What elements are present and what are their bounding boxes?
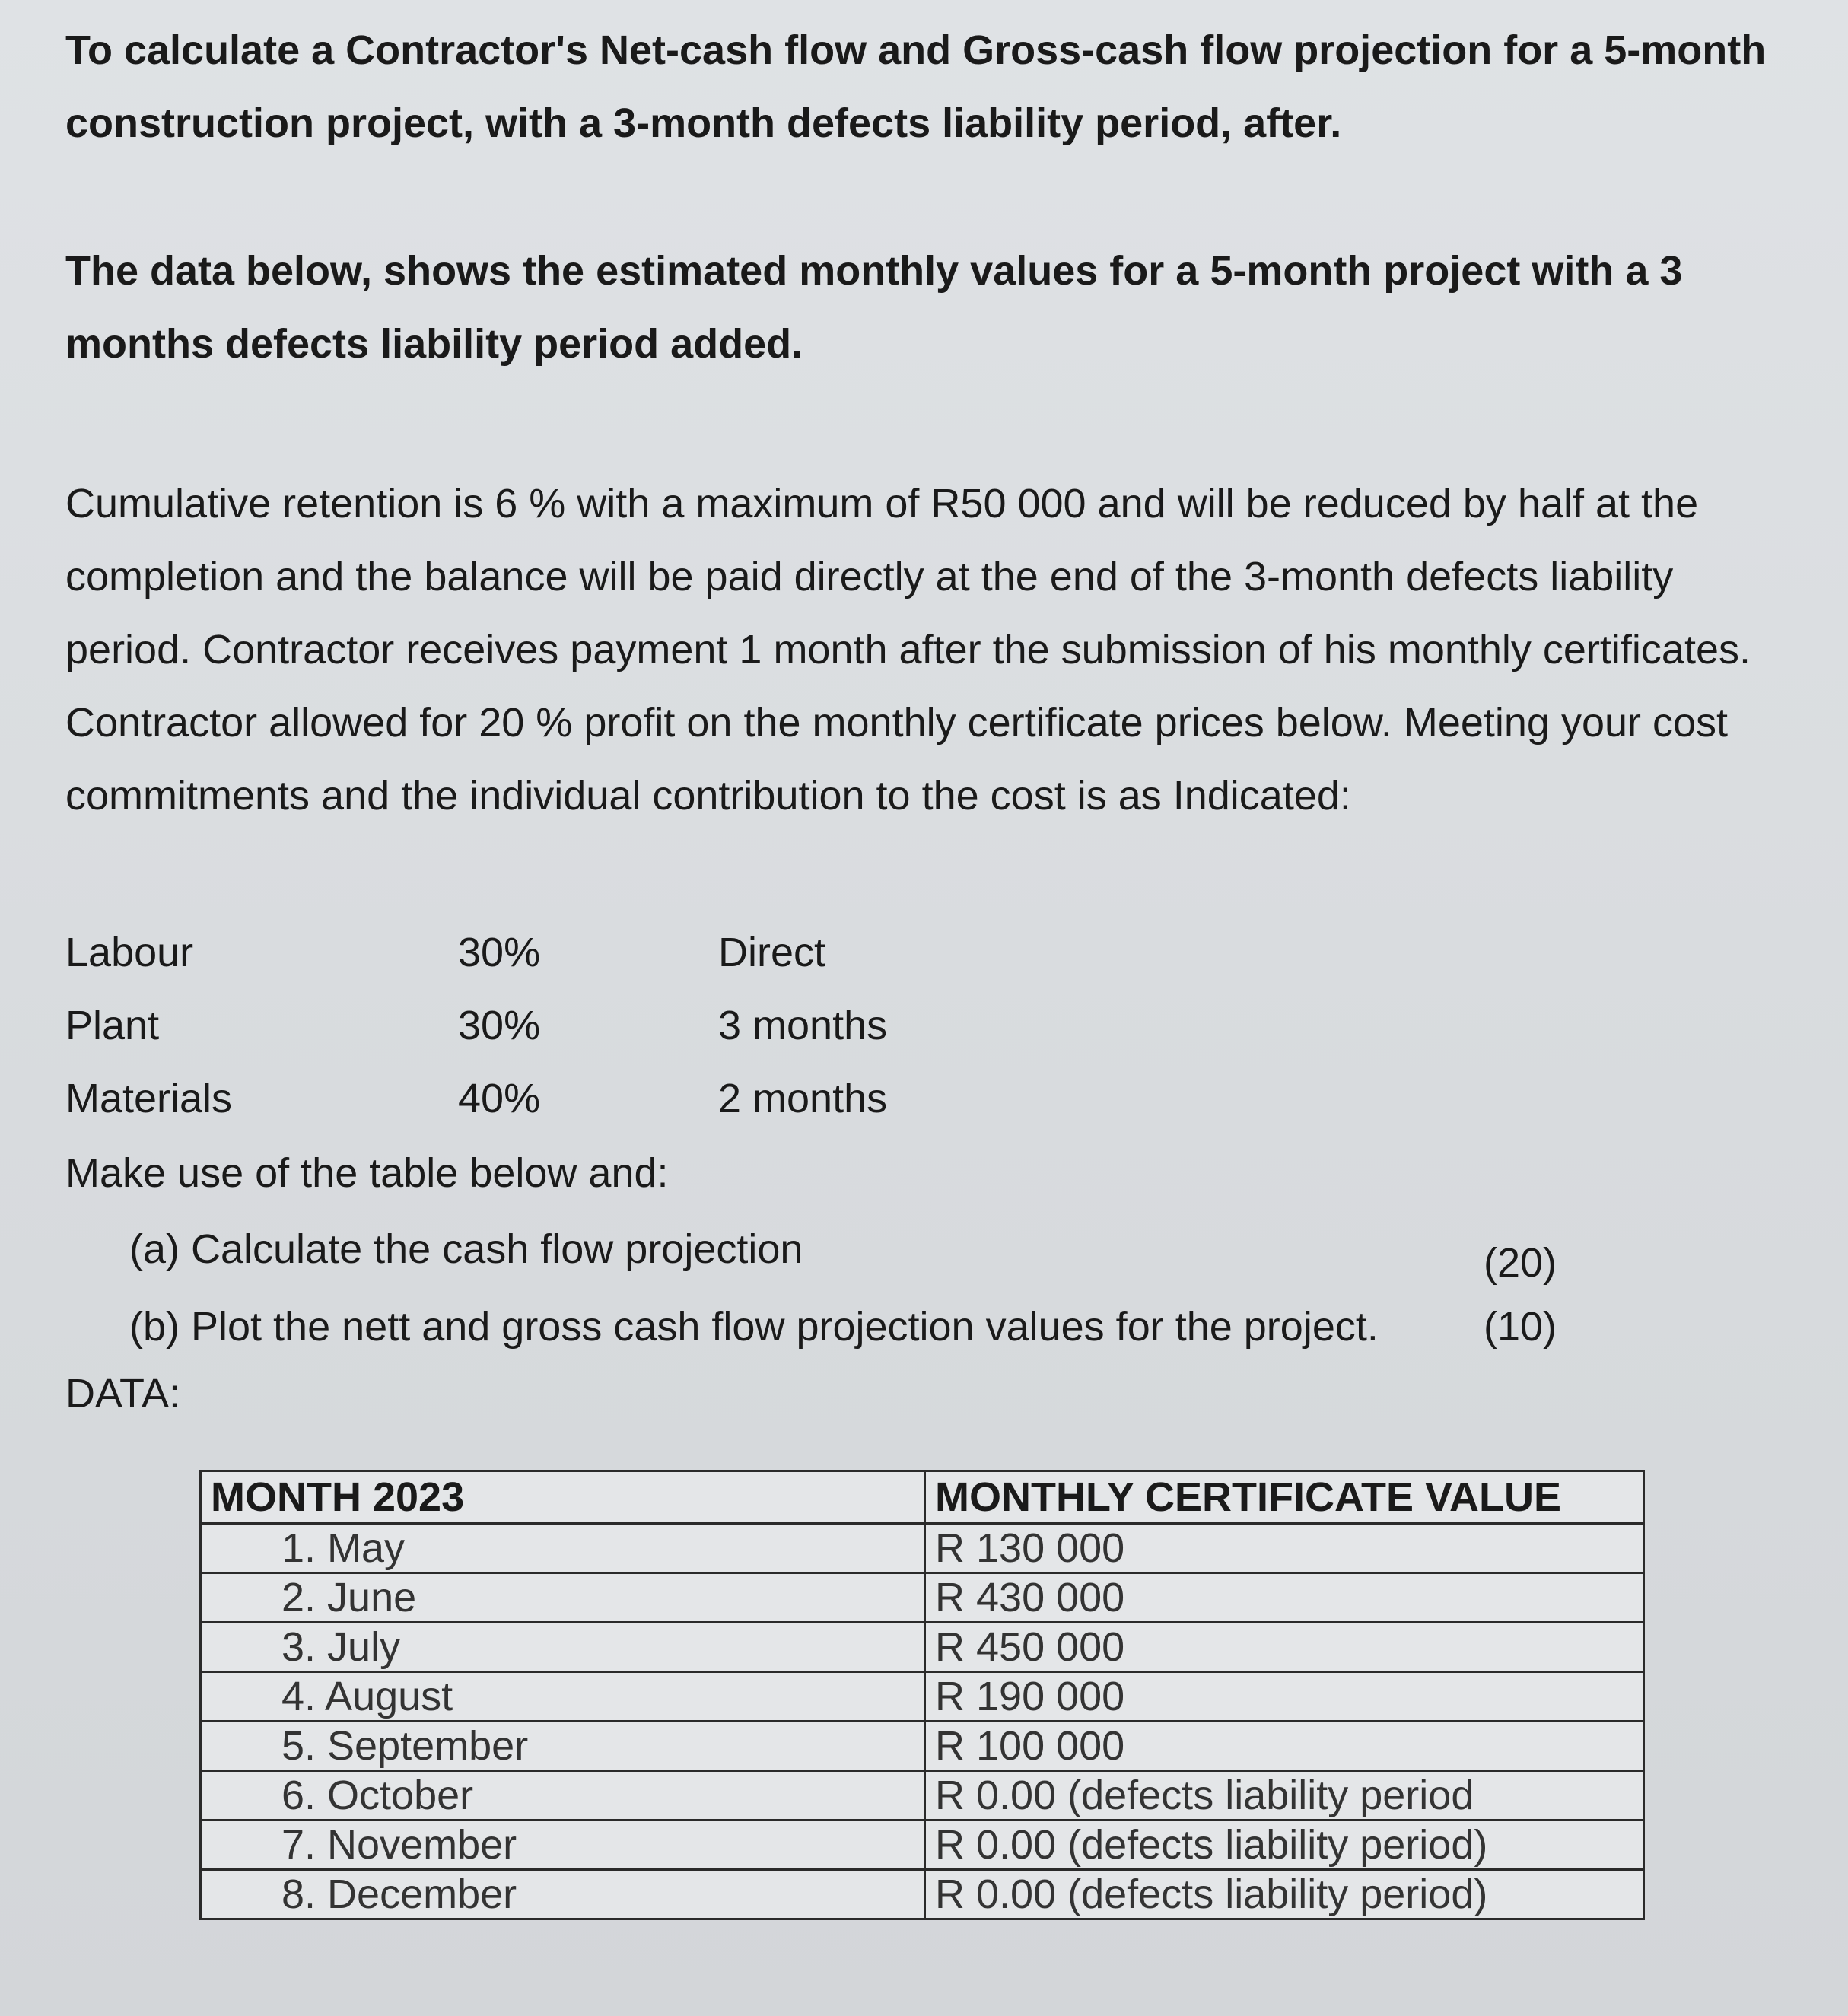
month-cell: 5. September <box>201 1722 925 1771</box>
table-row <box>201 1820 1644 1870</box>
data-label: DATA: <box>65 1371 181 1417</box>
value-cell: R 100 000 <box>925 1722 1644 1771</box>
month-cell: 7. November <box>201 1820 925 1870</box>
task-a-text: (a) Calculate the cash flow projection <box>129 1226 803 1272</box>
instruction-text: Make use of the table below and: <box>65 1150 669 1196</box>
cost-percent: 40% <box>458 1076 541 1121</box>
month-cell: 6. October <box>201 1771 925 1820</box>
cost-timing: 2 months <box>718 1076 888 1121</box>
value-cell: R 190 000 <box>925 1672 1644 1722</box>
cost-timing: 3 months <box>718 1003 888 1048</box>
certificate-table <box>199 1470 1645 1920</box>
value-cell: R 0.00 (defects liability period <box>925 1771 1644 1820</box>
intro-data-note: The data below, shows the estimated monthly values for a 5-month project with a 3 months defects liability period added. <box>65 248 1683 367</box>
retention-paragraph: Cumulative retention is 6 % with a maximum of R50 000 and will be reduced by half at the completion and the balance will be paid directly at the end of the 3-month defects liability period. Contractor receives payment 1 month after the submission of his monthly certificates. Contractor allowed for 20 % profit on the monthly certificate prices below. Meeting your cost commitments and the individual contribution to the cost is as Indicated: <box>65 481 1751 819</box>
cost-percent: 30% <box>458 1003 541 1048</box>
value-cell: R 430 000 <box>925 1573 1644 1623</box>
month-cell: 2. June <box>201 1573 925 1623</box>
month-cell: 3. July <box>201 1623 925 1672</box>
table-header-row <box>201 1471 1644 1524</box>
month-cell: 1. May <box>201 1524 925 1573</box>
table-row <box>201 1771 1644 1820</box>
table-row <box>201 1870 1644 1919</box>
task-a-marks: (20) <box>1484 1240 1557 1286</box>
table-row <box>201 1623 1644 1672</box>
value-cell: R 130 000 <box>925 1524 1644 1573</box>
value-cell: R 0.00 (defects liability period) <box>925 1820 1644 1870</box>
month-cell: 8. December <box>201 1870 925 1919</box>
table-row <box>201 1573 1644 1623</box>
month-cell: 4. August <box>201 1672 925 1722</box>
header-month: MONTH 2023 <box>201 1471 925 1524</box>
cost-row-materials <box>65 1062 1054 1135</box>
cost-item: Labour <box>65 930 194 975</box>
header-certificate-value: MONTHLY CERTIFICATE VALUE <box>925 1471 1644 1524</box>
cost-row-plant <box>65 989 1054 1062</box>
table-row <box>201 1524 1644 1573</box>
task-b-text: (b) Plot the nett and gross cash flow projection values for the project. <box>129 1304 1379 1350</box>
task-b-marks: (10) <box>1484 1304 1557 1350</box>
intro-heading: To calculate a Contractor's Net-cash flow and Gross-cash flow projection for a 5-month construction project, with a 3-month defects liability period, after. <box>65 27 1767 146</box>
cost-percent: 30% <box>458 930 541 975</box>
cost-item: Plant <box>65 1003 160 1048</box>
value-cell: R 0.00 (defects liability period) <box>925 1870 1644 1919</box>
cost-row-labour <box>65 916 1054 989</box>
cost-timing: Direct <box>718 930 826 975</box>
cost-item: Materials <box>65 1076 233 1121</box>
table-row <box>201 1672 1644 1722</box>
table-row <box>201 1722 1644 1771</box>
value-cell: R 450 000 <box>925 1623 1644 1672</box>
